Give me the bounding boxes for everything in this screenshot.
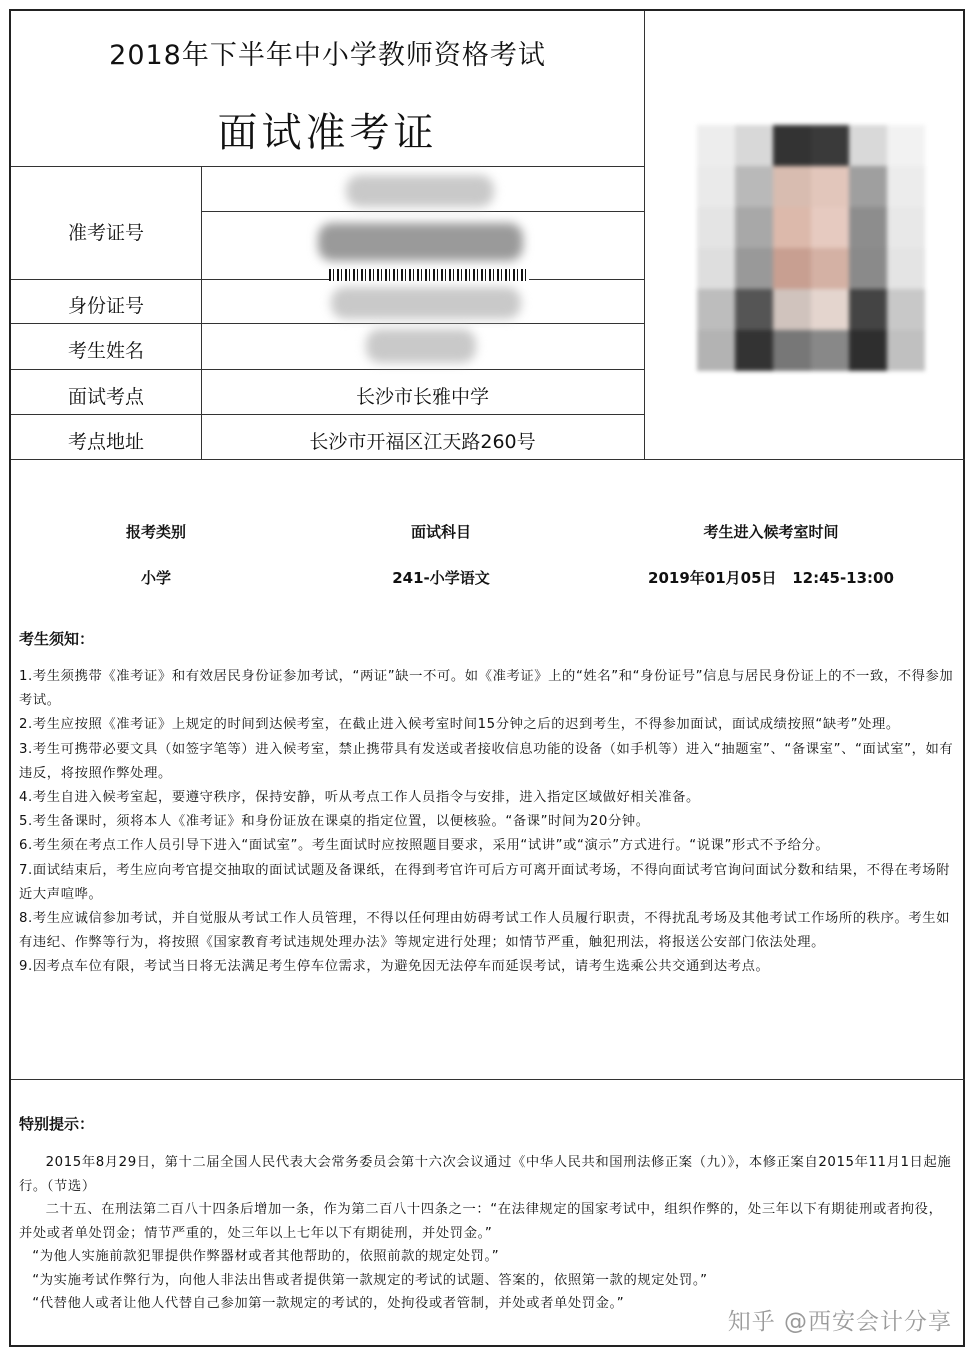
redacted-ticket-number [346, 175, 494, 207]
label-exam-site: 面试考点 [67, 386, 144, 408]
value-category: 小学 [140, 569, 171, 587]
notice-item: 1.考生须携带《准考证》和有效居民身份证参加考试，“两证”缺一不可。如《准考证》上的“姓名”和“身份证号”信息与居民身份证上的不一致，不得参加考试。 [19, 669, 954, 709]
table-line [11, 323, 644, 324]
table-line [11, 369, 644, 370]
notice-item: 2.考生应按照《准考证》上规定的时间到达候考室，在截止进入候考室时间15分钟之后的迟到考生，不得参加面试，面试成绩按照“缺考”处理。 [19, 717, 900, 733]
table-line [201, 211, 644, 212]
barcode [329, 269, 529, 281]
exam-title: 2018年下半年中小学教师资格考试 [109, 40, 546, 71]
table-divider-photo [644, 11, 645, 459]
special-paragraph: “代替他人或者让他人代替自己参加第一款规定的考试的，处拘役或者管制，并处或者单处罚金。” [32, 1296, 625, 1311]
special-notes [19, 1151, 955, 1316]
ticket-title: 面试准考证 [217, 110, 438, 156]
watermark: 知乎 @西安会计分享 [727, 1309, 952, 1335]
label-id-number: 身份证号 [67, 295, 144, 317]
value-entry-time: 2019年01月05日 12:45-13:00 [648, 569, 894, 587]
table-line [11, 279, 644, 280]
notice-item: 6.考生须在考点工作人员引导下进入“面试室”。考生面试时应按照题目要求，采用“试讲”或“演示”方式进行。“说课”形式不予给分。 [19, 838, 830, 854]
exam-site-value: 长沙市长雅中学 [355, 386, 489, 408]
redacted-name [366, 329, 476, 363]
value-subject: 241-小学语文 [392, 569, 490, 587]
special-paragraph: “为他人实施前款犯罪提供作弊器材或者其他帮助的，依照前款的规定处罚。” [32, 1249, 500, 1264]
table-line [11, 414, 644, 415]
special-paragraph: 二十五、在刑法第二百八十四条后增加一条，作为第二百八十四条之一：“在法律规定的国家考试中，组织作弊的，处三年以下有期徒刑或者拘役，并处或者单处罚金；情节严重的，处三年以上七年以下有期徒刑，并处罚金。” [19, 1202, 943, 1241]
notice-item: 3.考生可携带必要文具（如签字笔等）进入候考室，禁止携带具有发送或者接收信息功能的设备（如手机等）进入“抽题室”、“备课室”、“面试室”，如有违反，将按照作弊处理。 [19, 741, 954, 781]
special-paragraph: “为实施考试作弊行为，向他人非法出售或者提供第一款规定的考试的试题、答案的，依照第一款的规定处罚。” [32, 1272, 708, 1288]
special-title: 特别提示： [19, 1115, 95, 1133]
redacted-id-number [331, 287, 521, 319]
header-entry-time: 考生进入候考室时间 [703, 523, 839, 541]
notice-item: 8.考生应诚信参加考试，并自觉服从考试工作人员管理，不得以任何理由妨碍考试工作人员履行职责，不得扰乱考场及其他考试工作场所的秩序。考生如有违纪、作弊等行为，将按照《国家教育考试违规处理办法》等规定进行处理；如情节严重，触犯刑法，将报送公安部门依法处理。 [19, 911, 951, 951]
notice-item: 4.考生自进入候考室起，要遵守秩序，保持安静，听从考点工作人员指令与安排，进入指定区域做好相关准备。 [19, 790, 700, 806]
notice-title: 考生须知： [19, 630, 95, 648]
site-address-value: 长沙市开福区江天路260号 [309, 431, 536, 453]
header-subject: 面试科目 [410, 523, 471, 541]
candidate-photo [697, 125, 925, 371]
notice-item: 5.考生备课时，须将本人《准考证》和身份证放在课桌的指定位置，以便核验。“备课”时间为20分钟。 [19, 814, 650, 830]
label-ticket-number: 准考证号 [67, 222, 144, 244]
section-line [11, 1079, 965, 1080]
label-site-address: 考点地址 [67, 431, 144, 453]
notice-item: 9.因考点车位有限，考试当日将无法满足考生停车位需求，为避免因无法停车而延误考试，请考生选乘公共交通到达考点。 [19, 959, 770, 975]
special-paragraph: 2015年8月29日，第十二届全国人民代表大会常务委员会第十六次会议通过《中华人民共和国刑法修正案（九）》，本修正案自2015年11月1日起施行。（节选） [19, 1155, 952, 1194]
label-name: 考生姓名 [67, 340, 144, 362]
section-line [11, 459, 965, 460]
header-category: 报考类别 [125, 523, 186, 541]
notice-item: 7.面试结束后，考生应向考官提交抽取的面试试题及备课纸，在得到考官许可后方可离开面试考场，不得向面试考官询问面试分数和结果，不得在考场附近大声喧哗。 [19, 862, 951, 902]
notice-list [19, 665, 955, 980]
admission-ticket [9, 9, 965, 1347]
table-divider-labels [201, 166, 202, 459]
redacted-ticket-code [318, 223, 523, 261]
table-line [11, 166, 644, 167]
